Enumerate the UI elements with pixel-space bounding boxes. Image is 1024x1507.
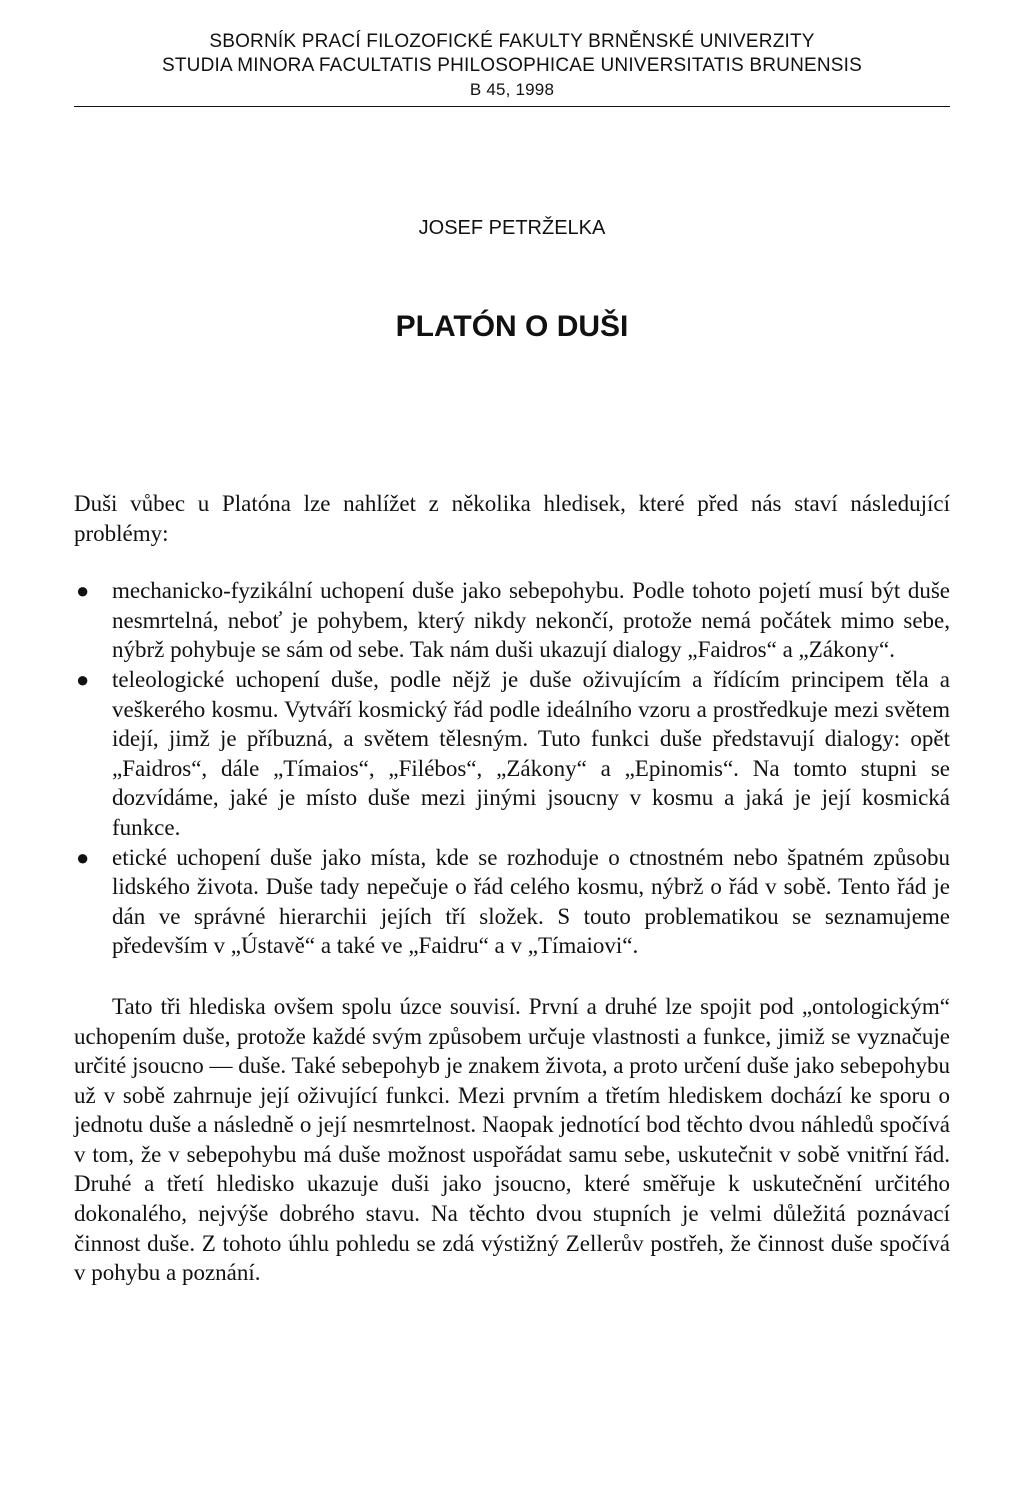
author-name: JOSEF PETRŽELKA [418,217,606,239]
closing-paragraph: Tato tři hlediska ovšem spolu úzce souvisí. První a druhé lze spojit pod „ontologickým“ uchopením duše, protože každé svým způsobem určuje vlastnosti a funkce, jimiž se vyznačuje určité jsoucno — duše. Také sebepohyb je znakem života, a proto určení duše jako sebepohybu už v sobě zahrnuje její oživující funkci. Mezi prvním a třetím hlediskem dochází ke sporu o jednotu duše a následně o její nesmrtelnost. Naopak jednotící bod těchto dvou náhledů spočívá v tom, že v sebepohybu má duše možnost uspořádat samu sebe, uskutečnit v sobě vnitřní řád. Druhé a třetí hledisko ukazuje duši jako jsoucno, které směřuje k uskutečnění určitého dokonalého, nejvýše dobrého stavu. Na těchto dvou stupních je velmi důležitá poznávací činnost duše. Z tohoto úhlu pohledu se zdá výstižný Zellerův postřeh, že činnost duše spočívá v pohybu a poznání. [74,993,950,1286]
bullet-icon: ● [76,666,90,692]
intro-paragraph: Duši vůbec u Platóna lze nahlížet z několika hledisek, které před nás staví následující problémy: [74,491,950,546]
journal-header [74,30,950,107]
document-page [74,30,950,1288]
list-item-text: teleologické uchopení duše, podle nějž je duše oživujícím a řídícím principem těla a veškerého kosmu. Vytváří kosmický řád podle ideálního vzoru a prostředkuje mezi světem idejí, jimž je příbuzná, a světem tělesným. Tuto funkci duše představují dialogy: opět „Faidros“, dále „Tímaios“, „Filébos“, „Zákony“ a „Epinomis“. Na tomto stupni se dozvídáme, jaké je místo duše mezi jinými jsoucny v kosmu a jaká je její kosmická funkce. [112,666,950,840]
journal-name-latin: STUDIA MINORA FACULTATIS PHILOSOPHICAE UNIVERSITATIS BRUNENSIS [161,55,863,76]
list-item-text: etické uchopení duše jako místa, kde se rozhoduje o ctnostném nebo špatném způsobu lidského života. Duše tady nepečuje o řád celého kosmu, nýbrž o řád v sobě. Tento řád je dán ve správné hierarchii jejích tří složek. S touto problematikou se seznamujeme především v „Ústavě“ a také ve „Faidru“ a v „Tímaiovi“. [112,844,950,959]
article-title: PLATÓN O DUŠI [395,310,629,343]
bullet-icon: ● [76,578,90,604]
bullet-icon: ● [76,844,90,870]
volume-year: B 45, 1998 [469,80,555,99]
list-item [74,843,950,961]
list-item [74,665,950,843]
list-item [74,576,950,665]
viewpoints-list [74,576,950,961]
journal-name-czech: SBORNÍK PRACÍ FILOZOFICKÉ FAKULTY BRNĚNSKÉ UNIVERZITY [209,31,815,52]
list-item-text: mechanicko-fyzikální uchopení duše jako sebepohybu. Podle tohoto pojetí musí být duše nesmrtelná, neboť je pohybem, který nikdy nekončí, protože nemá počátek mimo sebe, nýbrž pohybuje se sám od sebe. Tak nám duši ukazují dialogy „Faidros“ a „Zákony“. [112,578,950,663]
